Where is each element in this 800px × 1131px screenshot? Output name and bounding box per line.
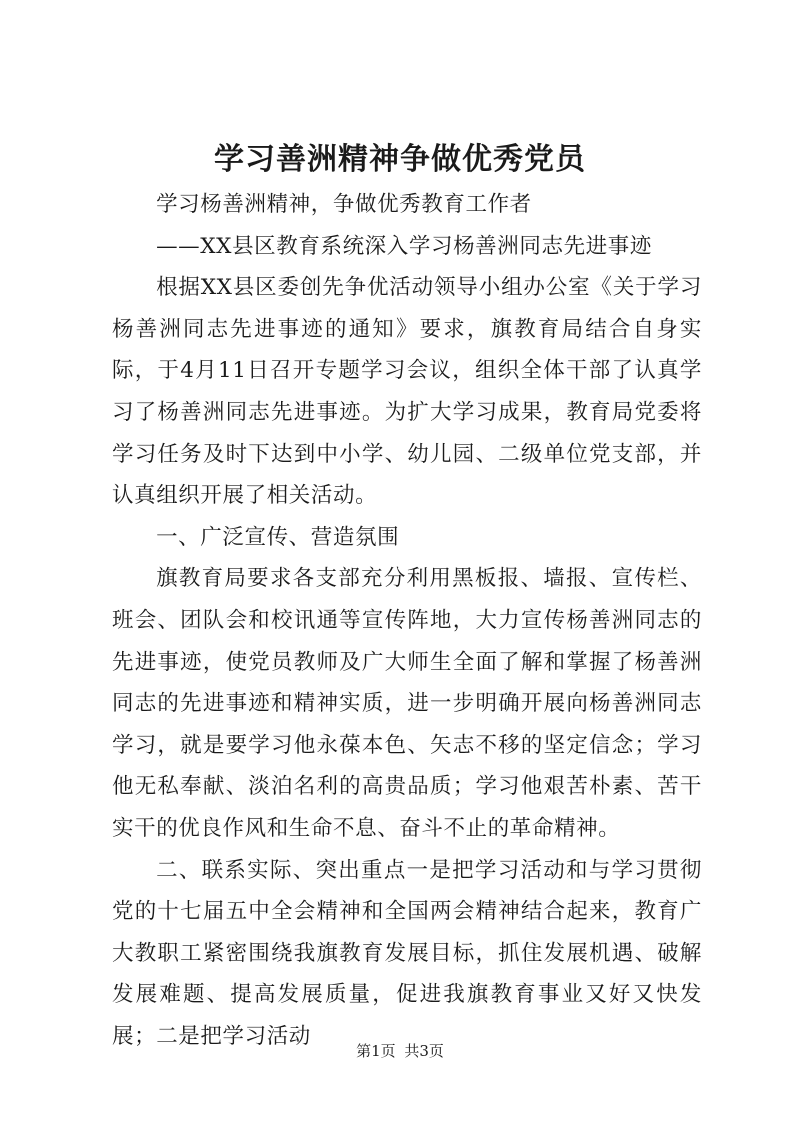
document-title: 学习善洲精神争做优秀党员	[214, 142, 586, 177]
document-body	[112, 184, 702, 1057]
page-number: 第1页	[356, 1042, 396, 1060]
page-total: 共3页	[404, 1042, 444, 1060]
page-footer	[0, 1040, 800, 1062]
paragraph-intro: 根据XX县区委创先争优活动领导小组办公室《关于学习杨善洲同志先进事迹的通知》要求，旗教育局结合自身实际，于4月11日召开专题学习会议，组织全体干部了认真学习了杨善洲同志先进事迹。为扩大学习成果，教育局党委将学习任务及时下达到中小学、幼儿园、二级单位党支部，并认真组织开展了相关活动。	[112, 275, 702, 509]
paragraph-section-2: 二、联系实际、突出重点一是把学习活动和与学习贯彻党的十七届五中全会精神和全国两会精神结合起来，教育广大教职工紧密围绕我旗教育发展目标，抓住发展机遇、破解发展难题、提高发展质量，促进我旗教育事业又好又快发展；二是把学习活动	[112, 857, 702, 1049]
paragraph-section-1: 旗教育局要求各支部充分利用黑板报、墙报、宣传栏、班会、团队会和校讯通等宣传阵地，大力宣传杨善洲同志的先进事迹，使党员教师及广大师生全面了解和掌握了杨善洲同志的先进事迹和精神实质，进一步明确开展向杨善洲同志学习，就是要学习他永葆本色、矢志不移的坚定信念；学习他无私奉献、淡泊名利的高贵品质；学习他艰苦朴素、苦干实干的优良作风和生命不息、奋斗不止的革命精神。	[112, 566, 702, 841]
section-heading-1: 一、广泛宣传、营造氛围	[156, 524, 400, 550]
subtitle-line: ——XX县区教育系统深入学习杨善洲同志先进事迹	[156, 233, 652, 259]
subtitle: 学习杨善洲精神，争做优秀教育工作者	[156, 192, 532, 217]
